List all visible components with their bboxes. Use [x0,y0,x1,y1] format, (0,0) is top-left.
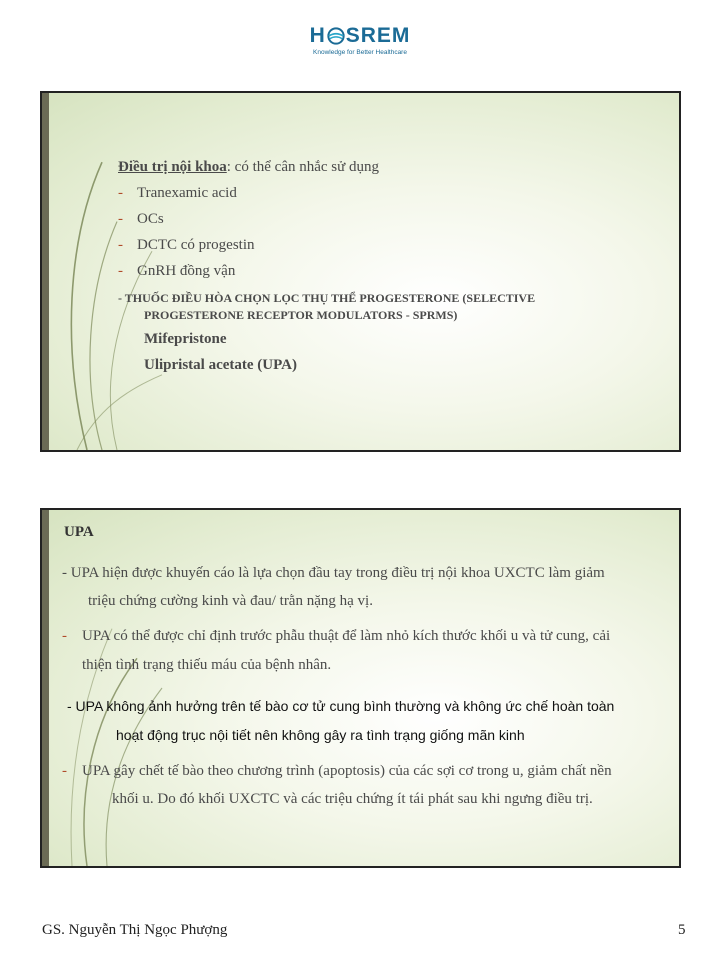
logo-tagline: Knowledge for Better Healthcare [313,49,407,56]
paragraph-4-line-1: - UPA gây chết tế bào theo chương trình (apoptosis) của các sợi cơ trong u, giảm chất nền [62,763,612,779]
paragraph-2-line-2: thiện tình trạng thiếu máu của bệnh nhân. [82,657,332,673]
sprm-line-2: PROGESTERONE RECEPTOR MODULATORS - SPRMS) [144,308,458,322]
paragraph-1-line-2: triệu chứng cường kinh và đau/ trằn nặng hạ vị. [88,593,373,609]
swirl-decoration [42,510,202,866]
heading-bold: Điều trị nội khoa [118,159,227,175]
list-item: - GnRH đồng vận [118,263,236,279]
list-item: - Tranexamic acid [118,185,237,201]
paragraph-4-line-2: khối u. Do đó khối UXCTC và các triệu chứng ít tái phát sau khi ngưng điều trị. [112,791,593,807]
heading-rest: : có thể cân nhắc sử dụng [226,159,380,175]
footer-author: GS. Nguyễn Thị Ngọc Phượng [42,922,228,938]
paragraph-3-line-2: hoạt động trục nội tiết nên không gây ra tình trạng giống mãn kinh [116,727,525,743]
logo-prefix: H [309,24,326,47]
slide-2 [40,508,681,868]
list-item: - OCs [118,211,164,227]
logo-wordmark [300,24,420,48]
drug-upa: Ulipristal acetate (UPA) [144,357,298,373]
paragraph-2-line-1: - UPA có thể được chỉ định trước phẫu thuật để làm nhỏ kích thước khối u và tử cung, cải [62,628,611,644]
paragraph-1-line-1: - UPA hiện được khuyến cáo là lựa chọn đầu tay trong điều trị nội khoa UXCTC làm giảm [62,565,605,581]
logo-suffix: SREM [345,24,411,47]
sprm-line-1: - THUỐC ĐIỀU HÒA CHỌN LỌC THỤ THỂ PROGESTERONE (SELECTIVE [118,291,536,305]
slide2-title: UPA [64,524,94,540]
slide1-heading [118,159,379,176]
drug-mifepristone: Mifepristone [144,331,227,347]
slide-1 [40,91,681,452]
globe-icon [327,27,345,45]
page-number: 5 [678,922,686,938]
hosrem-logo [300,24,420,56]
list-item: - DCTC có progestin [118,237,255,253]
paragraph-3-line-1: - UPA không ảnh hưởng trên tế bào cơ tử cung bình thường và không ức chế hoàn toàn [67,698,615,714]
